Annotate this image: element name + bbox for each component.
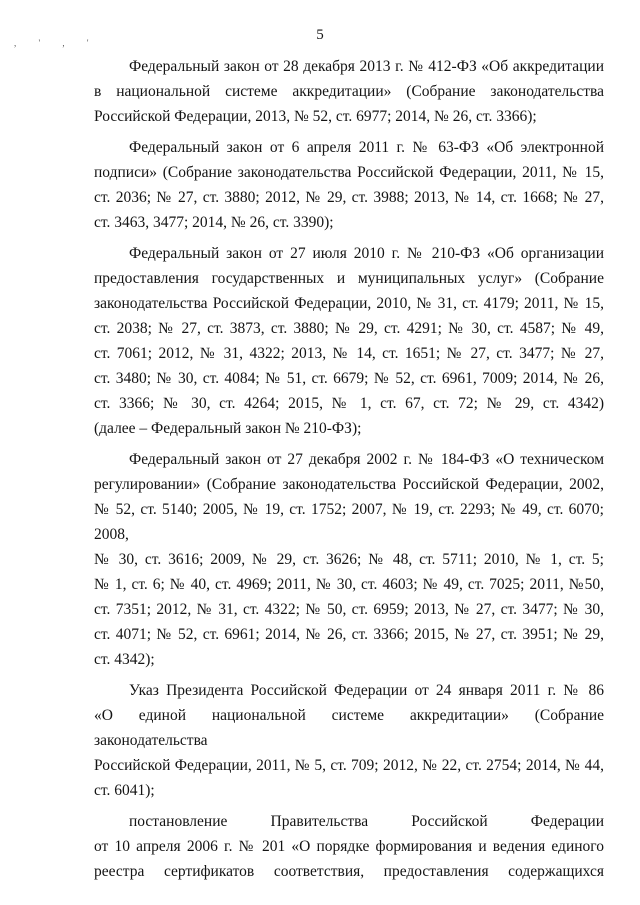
text-line: регулировании» (Собрание законодательства Российской Федерации, 2002,	[94, 476, 604, 493]
text-line: № 30, ст. 3616; 2009, № 29, ст. 3626; № 48, ст. 5711; 2010, № 1, ст. 5;	[94, 551, 604, 568]
text-line: ст. 4071; № 52, ст. 6961; 2014, № 26, ст. 3366; 2015, № 27, ст. 3951; № 29,	[94, 626, 604, 643]
text-line: Федеральный закон от 6 апреля 2011 г. № 63-ФЗ «Об электронной	[129, 139, 604, 156]
text-line: ст. 3463, 3477; 2014, № 26, ст. 3390);	[94, 214, 334, 231]
paragraph-law-184fz	[94, 447, 604, 672]
text-line: законодательства Российской Федерации, 2010, № 31, ст. 4179; 2011, № 15,	[94, 295, 604, 312]
paragraph-law-412fz	[94, 54, 604, 129]
text-line: реестра сертификатов соответствия, предоставления содержащихся	[94, 863, 604, 880]
text-line: ст. 7061; 2012, № 31, 4322; 2013, № 14, ст. 1651; № 27, ст. 3477; № 27,	[94, 345, 604, 362]
text-line: Федеральный закон от 28 декабря 2013 г. № 412-ФЗ «Об аккредитации	[129, 58, 604, 75]
text-line: в национальной системе аккредитации» (Собрание законодательства	[94, 83, 604, 100]
text-line: постановление Правительства Российской Федерации	[129, 813, 604, 830]
page-number: 5	[316, 27, 324, 43]
text-line: Федеральный закон от 27 декабря 2002 г. № 184-ФЗ «О техническом	[129, 451, 604, 468]
text-line: от 10 апреля 2006 г. № 201 «О порядке формирования и ведения единого	[94, 838, 604, 855]
text-line: ст. 2038; № 27, ст. 3873, ст. 3880; № 29, ст. 4291; № 30, ст. 4587; № 49,	[94, 320, 604, 337]
paragraph-government-resolution-201	[94, 809, 604, 884]
text-line: Российской Федерации, 2013, № 52, ст. 6977; 2014, № 26, ст. 3366);	[94, 108, 537, 125]
text-line: Указ Президента Российской Федерации от 24 января 2011 г. № 86	[129, 682, 604, 699]
text-line: ст. 7351; 2012, № 31, ст. 4322; № 50, ст. 6959; 2013, № 27, ст. 3477; № 30,	[94, 601, 604, 618]
text-line: № 1, ст. 6; № 40, ст. 4969; 2011, № 30, ст. 4603; № 49, ст. 7025; 2011, №50,	[94, 576, 604, 593]
text-line: ст. 4342);	[94, 651, 155, 668]
text-line: ст. 2036; № 27, ст. 3880; 2012, № 29, ст. 3988; 2013, № 14, ст. 1668; № 27,	[94, 189, 604, 206]
scan-artifact-marks: , ' , '	[14, 38, 99, 48]
text-line: Российской Федерации, 2011, № 5, ст. 709; 2012, № 22, ст. 2754; 2014, № 44,	[94, 757, 604, 774]
text-line: «О единой национальной системе аккредитации» (Собрание законодательства	[94, 707, 604, 749]
document-body	[94, 54, 604, 890]
text-line: Федеральный закон от 27 июля 2010 г. № 210-ФЗ «Об организации	[129, 245, 604, 262]
paragraph-law-63fz	[94, 135, 604, 235]
text-line: подписи» (Собрание законодательства Российской Федерации, 2011, № 15,	[94, 164, 604, 181]
text-line: предоставления государственных и муниципальных услуг» (Собрание	[94, 270, 604, 287]
text-line: ст. 6041);	[94, 782, 155, 799]
text-line: ст. 3366; № 30, ст. 4264; 2015, № 1, ст. 67, ст. 72; № 29, ст. 4342)	[94, 395, 604, 412]
paragraph-presidential-decree-86	[94, 678, 604, 803]
text-line: № 52, ст. 5140; 2005, № 19, ст. 1752; 2007, № 19, ст. 2293; № 49, ст. 6070; 2008,	[94, 501, 604, 543]
text-line: ст. 3480; № 30, ст. 4084; № 51, ст. 6679; № 52, ст. 6961, 7009; 2014, № 26,	[94, 370, 604, 387]
text-line: (далее – Федеральный закон № 210-ФЗ);	[94, 420, 362, 437]
paragraph-law-210fz	[94, 241, 604, 441]
